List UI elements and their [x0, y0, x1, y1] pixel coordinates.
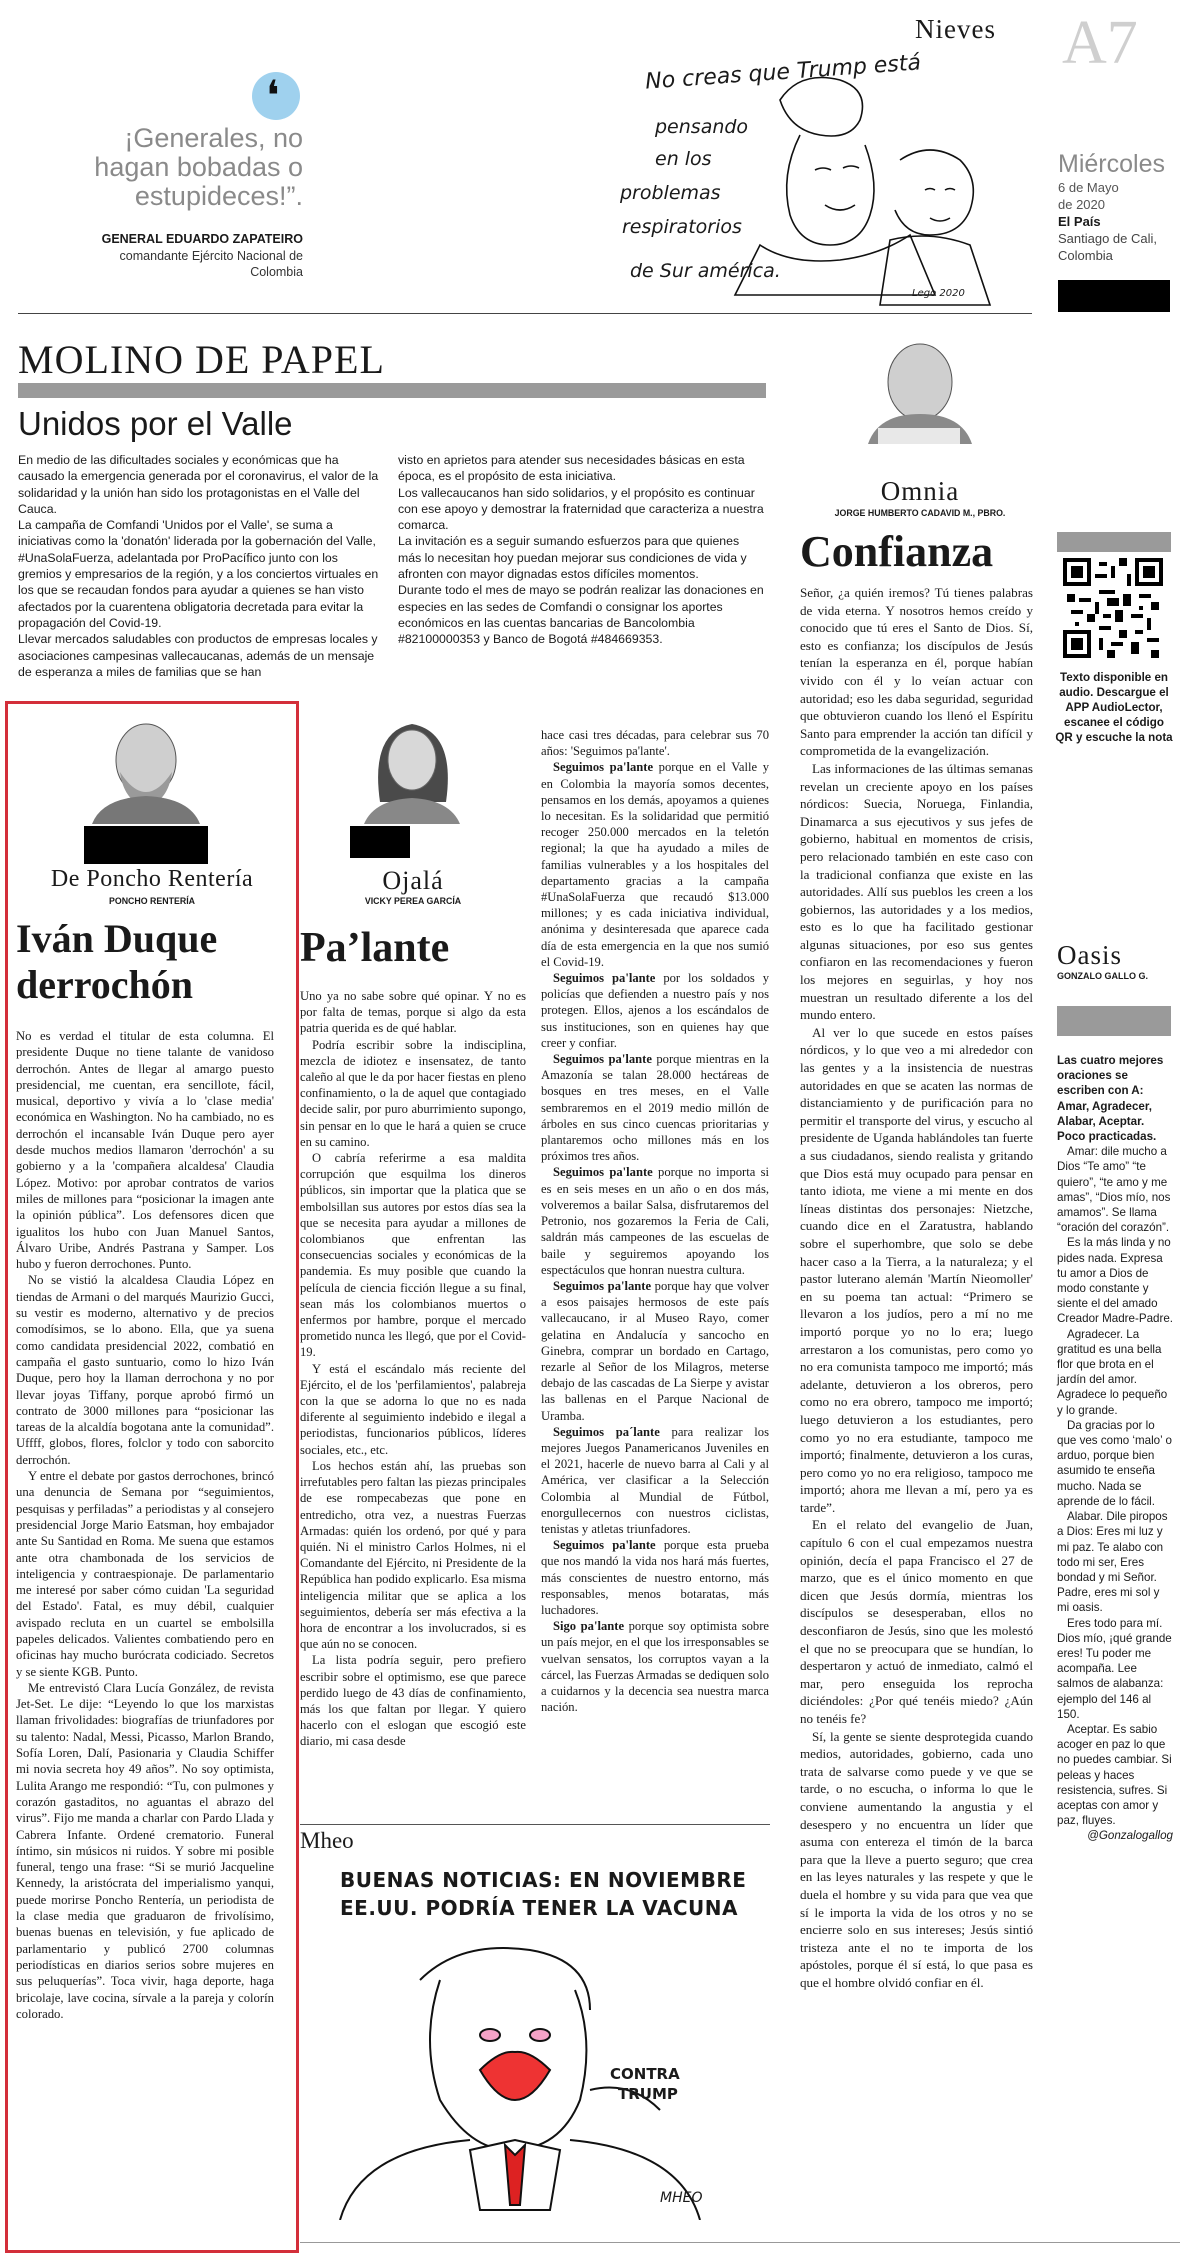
molino-section-title: MOLINO DE PAPEL	[18, 337, 385, 382]
poncho-column-name: De Poncho Rentería	[50, 866, 254, 892]
section-name: Nieves	[915, 14, 996, 44]
date-day: Miércoles	[1058, 150, 1165, 178]
poncho-body	[16, 1028, 274, 2022]
omnia-column-name: Omnia	[880, 476, 960, 506]
quote-author: GENERAL EDUARDO ZAPATEIRO	[101, 232, 303, 246]
qr-code-icon[interactable]	[1063, 558, 1163, 658]
ojala-para: Seguimos pa'lante por los soldados y policías que defienden a nuestro país y nos protegen. Ellos, ajenos a los escándalos de sus instituciones, son en quienes hay que creer y confiar.	[541, 971, 769, 1050]
quote-mark-icon: ❛	[266, 71, 280, 120]
ojala-author: VICKY PEREA GARCÍA	[364, 896, 462, 906]
omnia-body	[800, 584, 1033, 1992]
city-line: Santiago de Cali,	[1058, 231, 1158, 246]
author-photo-perea	[350, 712, 475, 824]
oasis-para: Agradecer. La gratitud es una bella flor que brota en el jardín del amor. Agradece lo pequeño y lo grande.	[1057, 1327, 1168, 1417]
omnia-headline: Confianza	[800, 527, 994, 576]
oasis-handle: @Gonzalogallog	[1087, 1829, 1173, 1843]
ojala-para-lead: Sigo pa'lante	[553, 1619, 625, 1634]
ojala-para: Seguimos pa'lante porque en el Valle y en Colombia la mayoría somos decentes, pensamos en los demás, apoyamos a quienes lo necesitan. Es la solidaridad que permitió recoger 250.000 mercados en la teletón regional; la que ha ayudado a miles de familias vulnerables y a los hospitales del departamento gracias a la campaña #UnaSolaFuerza que recaudó $13.000 millones; y es cada iniciativa individual, anónima y desinteresada que aparece cada día de esta emergencia en la que nos sumió el Covid-19.	[541, 760, 769, 969]
cartoon-signature: Lego 2020	[912, 288, 965, 299]
ojala-para: Seguimos pa'lante porque mientras en la Amazonía se talan 28.000 hectáreas de bosques en tres meses, en el Valle sembraremos en el 2019 medio millón de árboles en sus cinco cuencas prioritarias y plantaremos ocho millones más en los próximos tres años.	[541, 1052, 770, 1164]
cartoon-text-1: No creas que Trump está	[644, 50, 922, 95]
molino-col-2: visto en aprietos para atender sus necesidades básicas en esta época, es el propósito de esta iniciativa. Los vallecaucanos han sido solidarios, y el propósito es continuar con ese apoyo y demostrar la fraternidad que caracteriza a nuestra comarca. La invitación es a seguir sumando esfuerzos para que quienes más lo necesitan hoy puedan mejorar sus condiciones de vida y afronten con mayor dignadas estos difíciles momentos. Durante todo el mes de mayo se podrán realizar las donaciones en especies en las sedes de Comfandi o consignar los aportes económicos en las cuentas bancarias de Bancolombia #82100000353 y Banco de Bogotá #484669353.	[398, 453, 764, 647]
ojala-para-lead: Seguimos pa'lante	[553, 760, 654, 775]
ojala-para: Seguimos pa´lante para realizar los mejores Juegos Panamericanos Juveniles en el 2021, hacerle de nuevo barra al Cali y al América, ver clasificar a la Selección Colombia al Mundial de Fútbol, enorgullecernos con nuestros ciclistas, tenistas y atletas triunfadores.	[541, 1424, 769, 1536]
ojala-para: Podría escribir sobre la indisciplina, mezcla de idiotez e insensatez, de tanto caleño al que le da por hacer fiestas en pleno confinamiento, o la de aquel que contagiado decide salir, por puro aburrimiento supongo, sin pensar en lo que le hará a quien se cruce en su camino.	[300, 1037, 526, 1149]
ojala-para-lead: Seguimos pa'lante	[553, 1538, 656, 1553]
omnia-para: Las informaciones de las últimas semanas revelan un creciente apoyo en los países nórdicos: Suecia, Noruega, Finlandia, Dinamarca a sus ejecutivos y sus jefes de gobierno, habitual en momentos de crisis, pero relacionado también en este caso con la tradicional confianza que existe en las autoridades. Allí sus pueblos les creen a los gobiernos, las autoridades y a los medios, esto es lo que ha facilitado gestionar algunas situaciones, por eso sus gentes confiaron en las recomendaciones y fueron los mejores en seguirlas, y hoy nos muestran un resultado diferente a los del mundo entero.	[800, 760, 1033, 1023]
oasis-body	[1057, 1053, 1173, 1844]
mheo-title: Mheo	[300, 1828, 354, 1853]
quote-role-2: Colombia	[250, 265, 303, 279]
oasis-para: Aceptar. Es sabio acoger en paz lo que no puedes cambiar. Si peleas y haces resistencia, sufres. Si aceptas con amor y paz, fluyes.	[1057, 1722, 1172, 1828]
omnia-para: Señor, ¿a quién iremos? Tú tienes palabras de vida eterna. Y nosotros hemos creído y conocido que tú eres el Santo de Dios. Sí, esto es confianza; los discípulos de Jesús tenían la esperanza en él, porque habían vivido con él y lo veían actuar con autoridad; eso les daba seguridad, seguridad que obtuvieron cuando los llenó el Espíritu Santo para emprender la acción tan difícil y comprometida de la evangelización.	[800, 585, 1033, 759]
page-number: A7	[1062, 9, 1138, 77]
ojala-para: O cabría referirme a esa maldita corrupción que esquilma los dineros públicos, sin importar que la platica que se embolsillan sus autores por estos días sea la que se necesita para ayudar a millones de colombianos que enfrentan las consecuencias sociales y económicas de la pandemia. Es muy posible que cuando la película de ciencia ficción llegue a su final, sean más los colombianos muertos o enfermos por hambre, porque el mercado prometido nunca les llegó, que por el Covid-19.	[300, 1151, 526, 1360]
header-quote: ¡Generales, no hagan bobadas o estupideces!”.	[94, 123, 303, 211]
mheo-caption-2: EE.UU. PODRÍA TENER LA VACUNA	[340, 1896, 738, 1920]
oasis-para: Eres todo para mí. Dios mío, ¡qué grande eres! Tu poder me acompaña. Lee salmos de alabanza: ejemplo del 146 al 150.	[1057, 1616, 1172, 1721]
poncho-headline-2: derrochón	[16, 962, 194, 1007]
mheo-label-1: CONTRA	[610, 2065, 680, 2083]
cartoon-text-5: respiratorios	[622, 216, 742, 238]
oasis-author: GONZALO GALLO G.	[1057, 971, 1148, 981]
oasis-lead: Las cuatro mejores oraciones se escriben con A: Amar, Agradecer, Alabar, Aceptar. Poco practicadas.	[1057, 1054, 1164, 1144]
mheo-label-2: TRUMP	[618, 2085, 678, 2103]
country-line: Colombia	[1058, 248, 1113, 263]
ojala-column-name: Ojalá	[382, 866, 444, 895]
ojala-para: Seguimos pa'lante porque hay que volver a esos paisajes hermosos de este país vallecaucano, ir al Museo Rayo, comer gelatina en Andalucía y sancocho en Ginebra, comprar un bordado en Cartago, rezarle al Señor de los Milagros, meterse debajo de las cascadas de La Sierpe y avistar las ballenas en el Parque Nacional de Uramba.	[541, 1278, 769, 1423]
paper-name: El País	[1058, 214, 1101, 229]
mheo-rule	[300, 1824, 770, 1825]
cartoon-text-6: de Sur américa.	[630, 260, 781, 282]
ojala-para-lead: Seguimos pa´lante	[553, 1424, 660, 1439]
year-line: de 2020	[1058, 197, 1105, 212]
ojala-para: Seguimos pa'lante porque esta prueba que nos mandó la vida nos hará más fuertes, más conscientes de nuestro entorno, más responsables, menos botaratas, más luchadores.	[541, 1538, 769, 1617]
omnia-author: JORGE HUMBERTO CADAVID M., PBRO.	[834, 508, 1006, 518]
poncho-para: Me entrevistó Clara Lucía González, de revista Jet-Set. Le dije: “Leyendo lo que los marxistas llaman frivolidades: biografías de triunfadores por su talento: Nadal, Messi, Picasso, Marlon Brando, Sofía Loren, Dalí, Pasionaria y Claudia Schiffer mi novia secreta hoy 49 años”. No soy optimista, Lulita Arango me respondió: “Tu, con pulmones y corazón gastaditos, no aguantas el abrazo del virus”. Fijo me manda a charlar con Pardo Llada y Cabrera Infante. Ordené crematorio. Funeral íntimo, sin músicos ni ruidos. Y sobre mi posible funeral, tengo una frase: “Si se murió Jacqueline Kennedy, la aristócrata del imperialismo yanqui, puede morirse Poncho Rentería, un periodista de la clase media que graduaron de frivolísimo, buenas buenas en televisión, y fue aplicado de parlamentario y publicó 2700 columnas periodísticas en diarios serios sobre mujeres en sus peluquerías”. Toca vivir, haga deporte, haga bricolaje, lave cocina, sírvale a la pareja y colorín colorado.	[16, 1680, 274, 2021]
mheo-caption-1: BUENAS NOTICIAS: EN NOVIEMBRE	[340, 1868, 747, 1892]
poncho-para: No se vistió la alcaldesa Claudia López en tiendas de Armani o del marqués Maurizio Gucci, su vestir es moderno, alternativo y de precios comodísimos, se lo abono. Ella, que ya suena como candidata presidencial 2022, combatió en campaña el gasto suntuario, como lo hizo Iván Duque, pero hoy la llaman derrochona y no por llevar joyas Tiffany, porque aprobó firmó un contrato de 3000 millones para “posicionar las tareas de la alcaldía bogotana ante la comunidad”. Uffff, globos, flores, folclor y todo con saborcito derrochón.	[16, 1273, 274, 1467]
ojala-para-lead: Seguimos pa'lante	[553, 1278, 652, 1293]
oasis-gray-bar	[1057, 1006, 1171, 1036]
ojala-para-lead: Seguimos pa'lante	[553, 1165, 653, 1180]
omnia-para: Sí, la gente se siente desprotegida cuando medios, autoridades, gobierno, cada uno trata de salvarse como puede y ve que se tarde, o no escucha, o informa lo que le conviene aumentando la angustia y el desespero y no encuentra un líder que asuma con entereza el timón de la barca para que la lleve a puerto seguro; que crea en las leyes naturales y las respete y que le duela el hombre y su vida para que vea que sí le importa la vida de los otros y no se encierre solo en sus intereses; Jesús sintió tristeza ante el no te importa de los apóstoles, porque él sí está, lo que pasa es que el hombre olvidó confiar en él.	[800, 1728, 1033, 1990]
ojala-para: Seguimos pa'lante porque no importa si es en seis meses en un año o en dos más, volveremos a bailar Salsa, disfrutaremos del Petronio, nos gozaremos la Feria de Cali, saldrán más campeones de las escuelas de baile y seguiremos apoyando los espectáculos que honran nuestra cultura.	[541, 1165, 769, 1277]
header-rule	[18, 313, 1032, 314]
ojala-para: Uno ya no sabe sobre qué opinar. Y no es por falta de temas, porque si algo da esta patria querida es de qué hablar.	[300, 989, 526, 1036]
ojala-body-col-2	[541, 727, 769, 1715]
omnia-para: Al ver lo que sucede en estos países nórdicos, y lo que veo a mi alrededor con las gentes y a la insistencia de nuestras autoridades en que se acaten las normas de distanciamiento y de purificación para no permitir el transporte del virus, y escucho al presidente de Uganda hablándoles tan fuerte a sus ciudadanos, siendo realista y gritando que Dios está muy ocupado para pensar en tanto idiota, me viene a mi mente en dos líneas distintas dos personajes: Nietzche, cuando dice en el Zaratustra, hablando sobre el superhombre, que solo se debe hacer caso a la Tierra, a la naturaleza; y el pastor luterano alemán 'Martín Nieomoller' en su poema tan actual: “Primero se llevaron a los judíos, pero a mí no me importó porque yo no lo era; luego arrestaron a los comunistas, pero como yo no era comunista tampoco me importó; más adelante, detuvieron a los obreros, pero como no era obrero, tampoco me importó; luego detuvieron a los estudiantes, pero como yo no era estudiante, tampoco me importó; finalmente, detuvieron a los curas, pero como yo no era religioso, tampoco me importó; ahora me llevan a mí, pero ya es tarde”.	[800, 1024, 1033, 1515]
oasis-column-name: Oasis	[1057, 940, 1122, 970]
ojala-para: hace casi tres décadas, para celebrar sus 70 años: 'Seguimos pa'lante'.	[541, 728, 769, 759]
mheo-signature: MHEO	[660, 2190, 703, 2206]
ojala-para-lead: Seguimos pa'lante	[553, 971, 656, 986]
ojala-para: Y está el escándalo más reciente del Ejército, el de los 'perfilamientos', palabreja con la que se adorna lo que no es nada diferente al seguimiento indebido e ilegal a periodistas, funcionarios públicos, líderes sociales, etc., etc.	[300, 1361, 526, 1457]
header-cartoon	[600, 40, 1010, 315]
ojala-headline: Pa’lante	[300, 925, 450, 971]
cartoon-text-4: problemas	[620, 182, 721, 204]
audio-gray-bar	[1057, 532, 1171, 552]
cartoon-text-3: en los	[655, 148, 712, 170]
omnia-para: En el relato del evangelio de Juan, capítulo 6 con el cual empezamos nuestra opinión, decía el papa Francisco el 27 de marzo, que es el único momento en que dicen que Jesús dormía, mientras los discípulos se desesperaban, ellos no desconfiaron de Jesús, sino que les molestó el que no se preocupara que se hundían, lo despertaron y actuó de inmediato, calmó el mar, pero enseguida los reprocha diciéndoles: ¿Por qué tenéis miedo? ¿Aún no tenéis fe?	[800, 1517, 1033, 1726]
oasis-para: Es la más linda y no pides nada. Expresa tu amor a Dios de modo constante y siente el del amado Creador Madre-Padre.	[1057, 1236, 1173, 1326]
poncho-para: No es verdad el titular de esta columna. El presidente Duque no tiene talante de vanidoso derrochón. Antes de llegar al amargo puesto presidencial, me cuentan, era sencillote, fácil, musical, deportivo y vivía a lo 'clase media' económica en Washington. No ha cambiado, no es derrochón el incansable Iván Duque pero ayer desde muchos medios llamaron 'derrochón' a su gobierno y a la 'compañera alcaldesa' Claudia López. Motivo: por aprobar contratos de varios miles de millones para “posicionar la imagen ante la opinión pública”. Los defensores dicen que igualitos los hubo con Juan Manuel Santos, Álvaro Uribe, Andrés Pastrana y Samper. Los hubo y fueron derrochones. Punto.	[16, 1029, 274, 1272]
ojala-para: Los hechos están ahí, las pruebas son irrefutables pero faltan las piezas principales de ese rompecabezas que pone en entredicho, otra vez, a nuestras Fuerzas Armadas: quién los ordenó, por qué y para quién. Ni el ministro Carlos Holmes, ni el Comandante del Ejército, ni Presidente de la República han podido explicarlo. Esa misma inteligencia militar que se aplica a los seguimientos, debería ser más efectiva a la hora de encontrar a los involucrados, si es que aún no se conocen.	[300, 1458, 526, 1652]
molino-gray-bar	[18, 383, 766, 398]
oasis-para: Alabar. Dile piropos a Dios: Eres mi luz y mi paz. Te alabo con todo mi ser, Eres bondad y mi Señor. Padre, eres mi sol y mi oasis.	[1057, 1510, 1168, 1615]
renteria-photo-black-box	[84, 826, 208, 864]
quote-badge	[252, 72, 300, 120]
oasis-para: Amar: dile mucho a Dios “Te amo” “te quiero”, “te amo y me amas”, “Dios mío, nos amamos”. Se llama “oración del corazón”.	[1057, 1145, 1171, 1235]
ojala-para: La lista podría seguir, pero prefiero escribir sobre el optimismo, ese que parece perdido luego de 43 días de confinamiento, más los que faltan por llegar. Y quiero hacerlo con el eslogan que escogió este diario, mi casa desde	[300, 1653, 526, 1749]
oasis-para: Da gracias por lo que ves como ‘malo’ o arduo, porque bien asumido te enseña mucho. Nada se aprende de lo fácil.	[1057, 1418, 1172, 1508]
quote-role-1: comandante Ejército Nacional de	[119, 249, 303, 263]
ojala-para-lead: Seguimos pa'lante	[553, 1052, 652, 1067]
molino-headline: Unidos por el Valle	[18, 405, 293, 442]
cartoon-text-2: pensando	[655, 116, 749, 138]
author-photo-renteria	[84, 712, 208, 824]
author-photo-cadavid	[858, 332, 980, 444]
ojala-body-col-1	[300, 988, 526, 1750]
bottom-rule	[300, 2242, 1180, 2243]
poncho-headline-1: Iván Duque	[16, 916, 218, 961]
poncho-author: PONCHO RENTERÍA	[108, 896, 196, 906]
poncho-para: Y entre el debate por gastos derrochones, brincó una denuncia de Semana por “seguimientos, pesquisas y perfiladas” a periodistas y al consejero presidencial Jorge Mario Eatsman, hoy embajador ante Su Santidad en Roma. Me suena que estamos ante otra chambonada de los servicios de inteligencia y contraespionaje. De parlamentario me interesé por saber cómo cuidan 'La seguridad del Estado'. Fatal, es muy débil, cualquier avispado recluta en un cuartel se embolsilla papeles delicados. Valientes combatiendo pero en oficinas hay mucho burócrata codiciado. Secretos y se siente KGB. Punto.	[16, 1469, 274, 1679]
mheo-cartoon	[300, 1860, 770, 2220]
molino-col-1: En medio de las dificultades sociales y económicas que ha causado la emergencia generada por el coronavirus, el valor de la solidaridad y la unión han sido los protagonistas en el Valle del Cauca. La campaña de Comfandi 'Unidos por el Valle', se suma a iniciativas como la 'donatón' liderada por la gobernación del Valle, #UnaSolaFuerza, adelantada por ProPacífico junto con los gremios y empresarios de la región, y a los conciertos virtuales en los que se recaudan fondos para ayudar a quienes se han visto afectados por la cuarentena obligatoria decretada para evitar la propagación del Covid-19. Llevar mercados saludables con productos de empresas locales y asociaciones campesinas vallecaucanas, además de un mensaje de esperanza a miles de familias que se han	[18, 453, 379, 679]
ojala-para: Sigo pa'lante porque soy optimista sobre un país mejor, en el que los irresponsables se vuelvan sensatos, los corruptos vayan a la cárcel, las Fuerzas Armadas se dediquen solo a cuidarnos y la decencia sea nuestra marca nación.	[541, 1619, 769, 1715]
date-line: 6 de Mayo	[1058, 180, 1119, 195]
perea-photo-black-box	[350, 826, 410, 858]
header-black-box	[1058, 280, 1170, 312]
audio-note: Texto disponible en audio. Descargue el APP AudioLector, escanee el código QR y escuche la nota	[1055, 671, 1173, 744]
